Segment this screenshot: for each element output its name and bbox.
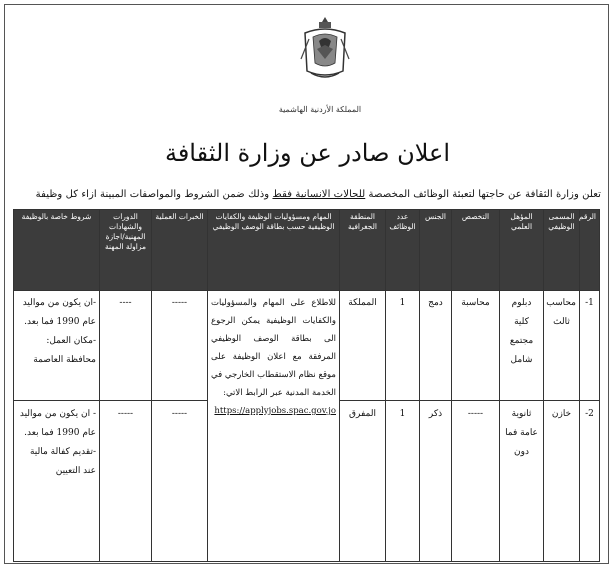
cell-gender: دمج <box>420 291 452 401</box>
cell-experience: ----- <box>152 401 208 562</box>
col-experience: الخبرات العملية <box>152 210 208 291</box>
jobs-table <box>13 209 600 562</box>
table-row <box>14 291 600 401</box>
col-qualification: المؤهل العلمي <box>500 210 544 291</box>
col-count: عدد الوظائف <box>386 210 420 291</box>
condition-line: -مكان العمل: محافظة العاصمة <box>33 336 96 365</box>
condition-line: -ان يكون من مواليد عام 1990 فما بعد. <box>22 298 96 327</box>
col-number: الرقم <box>580 210 600 291</box>
jordan-coat-of-arms-icon <box>295 13 355 83</box>
cell-region: المفرق <box>340 401 386 562</box>
cell-conditions <box>14 401 100 562</box>
col-specialization: التخصص <box>452 210 500 291</box>
intro-suffix: وذلك ضمن الشروط والمواصفات المبينة ازاء كل وظيفة <box>35 189 273 200</box>
col-courses: الدورات والشهادات المهنية/اجازة مزاولة المهنة <box>100 210 152 291</box>
page-title: اعلان صادر عن وزارة الثقافة <box>164 139 451 167</box>
duties-link[interactable]: https://applyjobs.spac.gov.jo <box>214 406 336 416</box>
cell-count: 1 <box>386 401 420 562</box>
cell-number: 2- <box>580 401 600 562</box>
cell-conditions <box>14 291 100 401</box>
cell-courses: ---- <box>100 291 152 401</box>
cell-region: المملكة <box>340 291 386 401</box>
condition-line: - ان يكون من مواليد عام 1990 فما بعد. <box>19 409 96 438</box>
table-header-row <box>14 210 600 291</box>
intro-prefix: تعلن وزارة الثقافة عن حاجتها لتعبئة الوظائف المخصصة <box>365 189 601 200</box>
col-region: المنطقة الجغرافية <box>340 210 386 291</box>
cell-count: 1 <box>386 291 420 401</box>
cell-job-title: خازن <box>544 401 580 562</box>
cell-duties <box>208 291 340 562</box>
duties-text: للاطلاع على المهام والمسؤوليات والكفايات الوظيفية يمكن الرجوع الى بطاقة الوصف الوظيفي المرفقة مع اعلان الوظيفة على موقع نظام الاستقطاب الخارجي في الخدمة المدنية عبر الرابط الاتي: <box>211 298 336 398</box>
col-duties: المهام ومسؤوليات الوظيفة والكفايات الوظيفية حسب بطاقة الوصف الوظيفي <box>208 210 340 291</box>
cell-courses: ----- <box>100 401 152 562</box>
cell-experience: ----- <box>152 291 208 401</box>
cell-specialization: ----- <box>452 401 500 562</box>
cell-specialization: محاسبة <box>452 291 500 401</box>
cell-gender: ذكر <box>420 401 452 562</box>
announcement-page <box>4 4 609 564</box>
intro-paragraph <box>35 189 601 200</box>
cell-qualification: ثانوية عامة فما دون <box>500 401 544 562</box>
kingdom-name: المملكة الأردنية الهاشمية <box>278 105 362 114</box>
cell-number: 1- <box>580 291 600 401</box>
col-job-title: المسمى الوظيفي <box>544 210 580 291</box>
col-gender: الجنس <box>420 210 452 291</box>
condition-line: -تقديم كفالة مالية عند التعيين <box>29 447 96 476</box>
cell-qualification: دبلوم كلية مجتمع شامل <box>500 291 544 401</box>
col-conditions: شروط خاصة بالوظيفة <box>14 210 100 291</box>
intro-underlined: للحالات الانسانية فقط <box>272 189 366 200</box>
cell-job-title: محاسب ثالث <box>544 291 580 401</box>
